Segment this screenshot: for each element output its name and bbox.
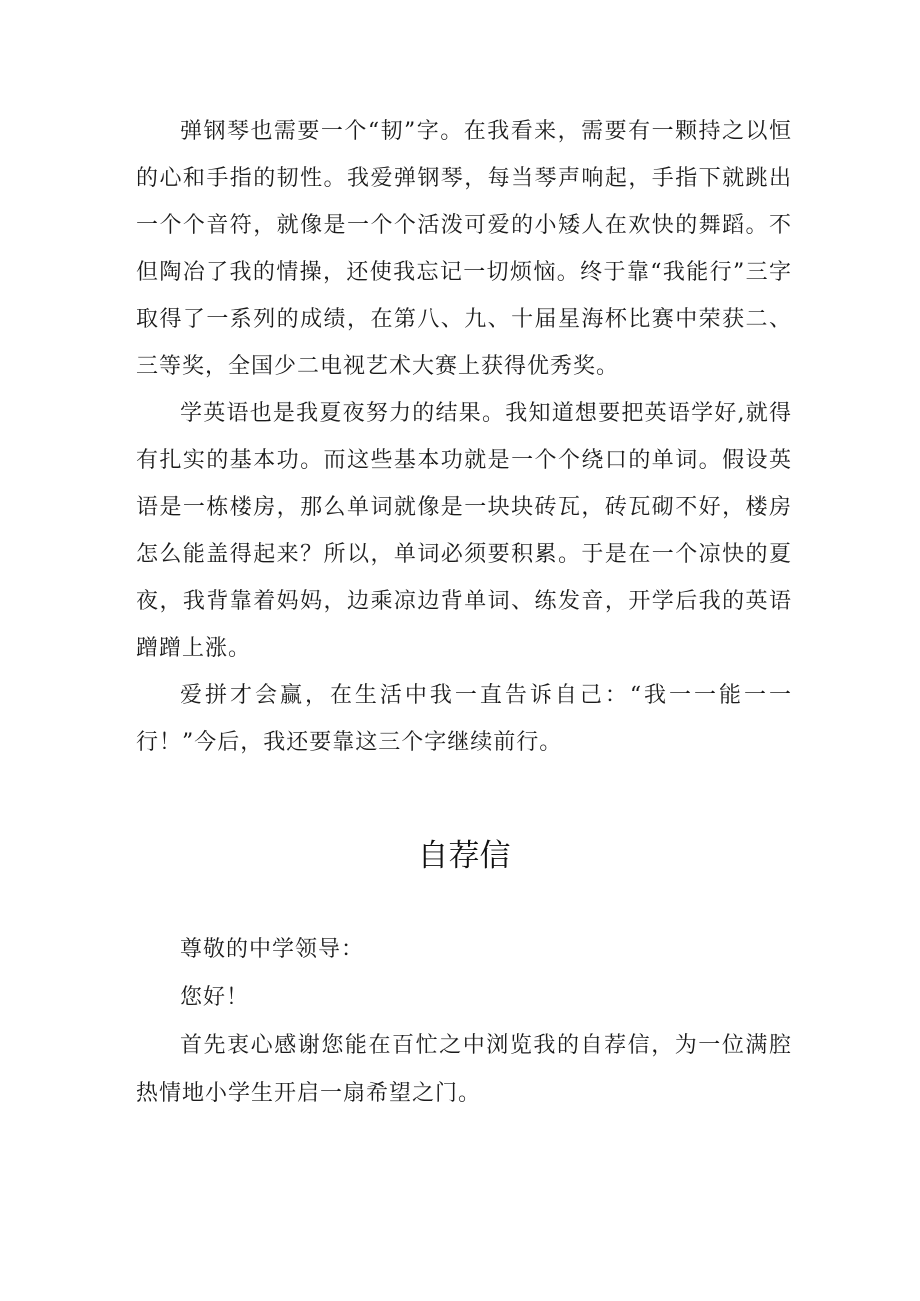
letter-greeting: 您好！	[180, 985, 250, 1010]
essay-paragraph-piano: 弹钢琴也需要一个“韧”字。在我看来，需要有一颗持之以恒的心和手指的韧性。我爱弹钢琴，每当琴声响起，手指下就跳出一个个音符，就像是一个个活泼可爱的小矮人在欢快的舞蹈。不但陶冶了我的情操，还使我忘记一切烦恼。终于靠“我能行”三字取得了一系列的成绩，在第八、九、十届星海杯比赛中荣获二、三等奖，全国少二电视艺术大赛上获得优秀奖。	[136, 119, 792, 379]
essay-section	[136, 108, 792, 766]
essay-paragraph-english: 学英语也是我夏夜努力的结果。我知道想要把英语学好,就得有扎实的基本功。而这些基本功就是一个个绕口的单词。假设英语是一栋楼房，那么单词就像是一块块砖瓦，砖瓦砌不好，楼房怎么能盖得起来？所以，单词必须要积累。于是在一个凉快的夏夜，我背靠着妈妈，边乘凉边背单词、练发音，开学后我的英语蹭蹭上涨。	[136, 401, 792, 661]
letter-body-paragraph: 首先衷心感谢您能在百忙之中浏览我的自荐信，为一位满腔热情地小学生开启一扇希望之门。	[136, 1033, 792, 1106]
document-page	[136, 108, 792, 1118]
letter-title: 自荐信	[417, 838, 511, 874]
letter-salutation: 尊敬的中学领导：	[180, 937, 365, 962]
essay-paragraph-conclusion: 爱拼才会赢，在生活中我一直告诉自己：“我一一能一一行！”今后，我还要靠这三个字继续前行。	[136, 683, 792, 755]
letter-section	[136, 926, 792, 1118]
